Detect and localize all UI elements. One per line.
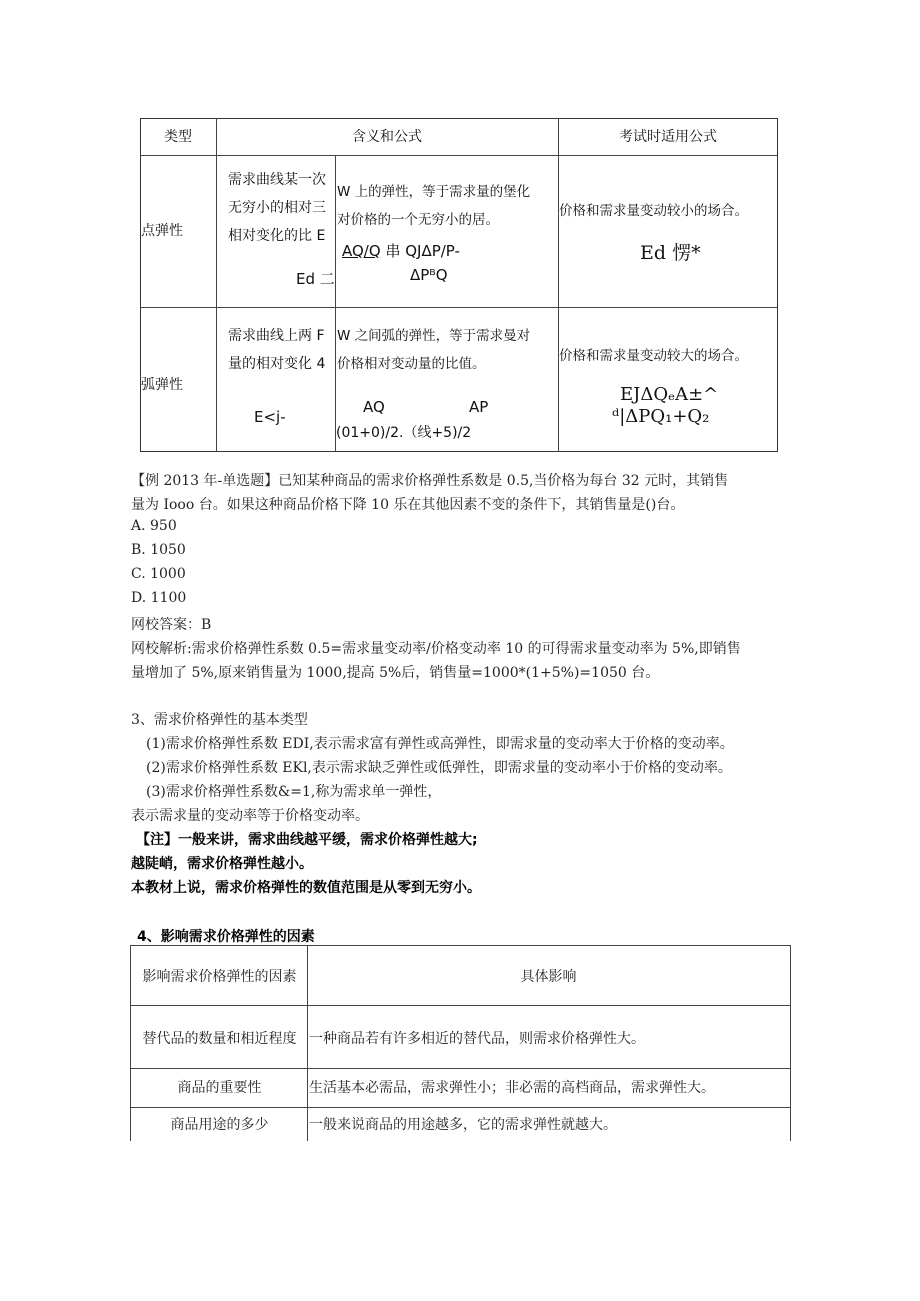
arc-formula-ap: AP — [469, 398, 489, 416]
arc-desc-a — [228, 322, 325, 378]
divider — [790, 945, 791, 1141]
point-formula-b2: ΔPᴮQ — [410, 266, 448, 284]
factor-cell: 替代品的数量和相近程度 — [142, 1031, 297, 1047]
point-formula-a: Ed 二 — [296, 270, 335, 288]
divider — [140, 307, 778, 308]
divider — [140, 155, 778, 156]
example-question-line1: 【例 2013 年-单选题】已知某种商品的需求价格弹性系数是 0.5,当价格为每台 32 元时，其销售 — [131, 473, 729, 489]
type-item-3: (3)需求价格弹性系数&=1,称为需求单一弹性， — [146, 784, 442, 800]
impact-cell: 生活基本必需品，需求弹性小；非必需的高档商品，需求弹性大。 — [309, 1080, 715, 1096]
formula-numerator: AQ/Q — [342, 242, 381, 260]
text-line: W 上的弹性，等于需求量的堡化 — [337, 184, 531, 200]
arc-formula-aq: AQ — [363, 398, 385, 416]
answer: 网校答案：B — [131, 617, 212, 633]
divider — [130, 1068, 790, 1069]
divider — [130, 945, 131, 1141]
formula-line: ᵈ|ΔPQ₁+Q₂ — [612, 406, 710, 427]
text-line: 对价格的一个无穷小的居。 — [337, 212, 499, 228]
text-line: 量的相对变化 4 — [228, 356, 326, 372]
section4-title: 4、影响需求价格弹性的因素 — [137, 929, 315, 945]
point-usage: 价格和需求量变动较小的场合。 — [559, 203, 748, 219]
option-b: B. 1050 — [131, 542, 186, 558]
option-c: C. 1000 — [131, 566, 186, 582]
arc-elasticity-label: 弧弹性 — [141, 377, 183, 393]
note-line1: 【注】一般来讲，需求曲线越平缓，需求价格弹性越大; — [136, 832, 478, 848]
text-line: 无穷小的相对三 — [228, 200, 326, 216]
point-formula-b1 — [342, 238, 460, 264]
arc-usage: 价格和需求量变动较大的场合。 — [559, 348, 748, 364]
note-line2: 越陡峭，需求价格弹性越小。 — [131, 856, 313, 872]
point-usage-formula: Ed 愣* — [640, 242, 701, 264]
type-item-3-cont: 表示需求量的变动率等于价格变动率。 — [131, 808, 369, 824]
option-d: D. 1100 — [131, 590, 187, 606]
header-type: 类型 — [164, 129, 192, 145]
type-item-2: (2)需求价格弹性系数 EKl,表示需求缺乏弹性或低弹性，即需求量的变动率小于价格的变动率。 — [146, 760, 732, 776]
example-question-line2: 量为 Iooo 台。如果这种商品价格下降 10 乐在其他因素不变的条件下，其销售量是()台。 — [131, 497, 685, 513]
text-line: 相对变化的比 E — [228, 228, 326, 244]
arc-usage-formula — [612, 384, 719, 428]
divider — [130, 945, 790, 946]
text-line: 需求曲线某一次 — [228, 172, 326, 188]
divider — [130, 1005, 790, 1006]
point-desc-a — [228, 166, 326, 250]
impact-cell: 一般来说商品的用途越多，它的需求弹性就越大。 — [309, 1117, 617, 1133]
option-a: A. 950 — [131, 518, 177, 534]
divider — [130, 1107, 790, 1108]
formula-rest: 串 QJΔP/P- — [385, 242, 460, 260]
impact-cell: 一种商品若有许多相近的替代品，则需求价格弹性大。 — [309, 1031, 645, 1047]
divider — [558, 118, 559, 452]
header-meaning: 含义和公式 — [352, 129, 422, 145]
factor-cell: 商品用途的多少 — [170, 1117, 269, 1133]
point-elasticity-label: 点弹性 — [141, 223, 183, 239]
point-desc-b — [337, 178, 530, 234]
factors-header: 影响需求价格弹性的因素 — [142, 969, 297, 985]
analysis-line2: 量增加了 5%,原来销售量为 1000,提高 5%后，销售量=1000*(1+5%)=1050 台。 — [131, 665, 660, 681]
arc-formula-a: E<j- — [254, 408, 286, 426]
header-exam-formula: 考试时适用公式 — [619, 129, 717, 145]
type-item-1: (1)需求价格弹性系数 EDI,表示需求富有弹性或高弹性，即需求量的变动率大于价格的变动率。 — [146, 736, 734, 752]
text-line: W 之间弧的弹性，等于需求曼对 — [337, 328, 531, 344]
impact-header: 具体影响 — [520, 969, 577, 985]
divider — [335, 155, 336, 452]
arc-desc-b — [337, 322, 530, 378]
analysis-line1: 网校解析:需求价格弹性系数 0.5=需求量变动率/价格变动率 10 的可得需求量变动率为 5%,即销售 — [131, 641, 741, 657]
formula-line: EJΔQₑA±^ — [620, 384, 719, 405]
text-line: 价格相对变动量的比值。 — [337, 356, 486, 372]
section3-title: 3、需求价格弹性的基本类型 — [131, 712, 308, 728]
note-line3: 本教材上说，需求价格弹性的数值范围是从零到无穷小。 — [131, 880, 481, 896]
arc-formula-b2: (01+0)/2.（线+5)/2 — [336, 425, 472, 441]
factor-cell: 商品的重要性 — [177, 1080, 262, 1096]
text-line: 需求曲线上两 F — [228, 328, 325, 344]
divider — [216, 118, 217, 452]
